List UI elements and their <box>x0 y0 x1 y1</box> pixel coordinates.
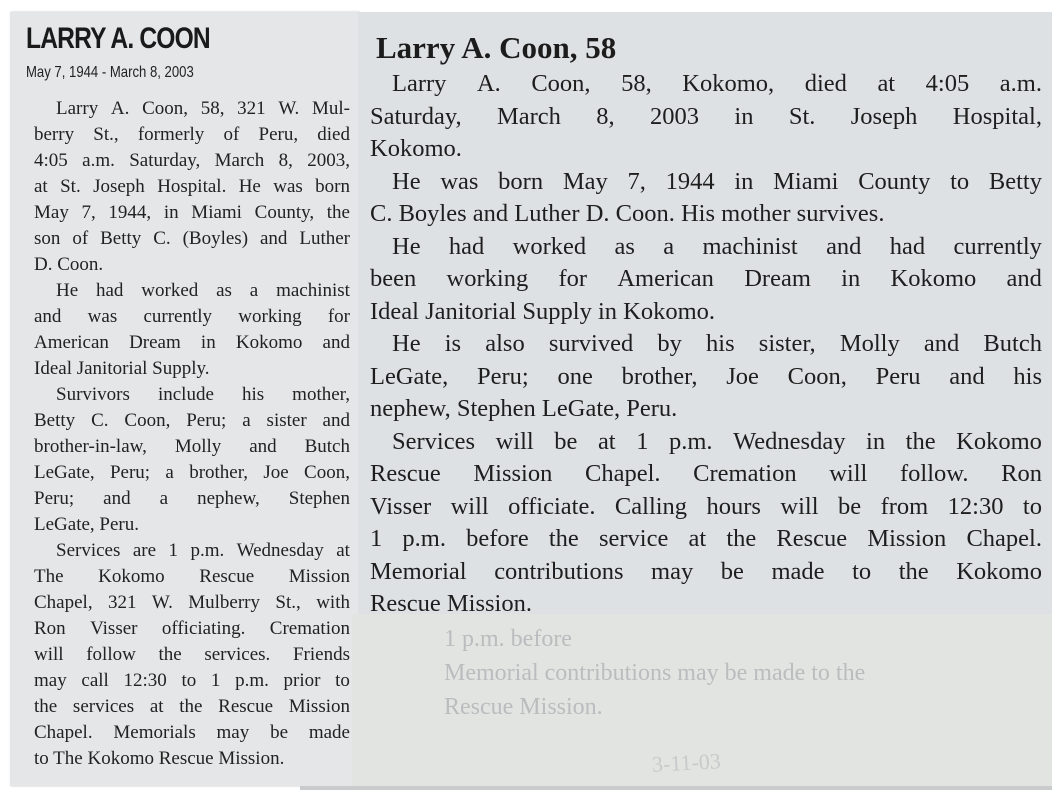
bleed-through-area <box>352 614 1052 790</box>
right-body-text <box>370 68 1042 614</box>
left-text-line: 4:05 a.m. Saturday, March 8, 2003, <box>34 150 350 171</box>
right-text-line: Larry A. Coon, 58, Kokomo, died at 4:05 a.m. <box>392 70 1042 97</box>
right-text-line: He had worked as a machinist and had currently <box>392 232 1042 260</box>
left-text-line: The Kokomo Rescue Mission <box>34 566 350 587</box>
bleed-through-text <box>444 622 865 724</box>
right-text-line: nephew, Stephen LeGate, Peru. <box>370 395 678 422</box>
left-text-line: the services at the Rescue Mission <box>34 696 350 717</box>
left-text-line: Ideal Janitorial Supply. <box>34 358 210 379</box>
right-text-line: 1 p.m. before the service at the Rescue Mission Chapel. <box>370 525 1042 552</box>
right-text-line: Rescue Mission. <box>370 590 532 614</box>
right-text-line: Kokomo. <box>370 135 462 162</box>
right-text-line: Ideal Janitorial Supply in Kokomo. <box>370 297 715 325</box>
right-obituary-clipping <box>358 12 1052 614</box>
right-text-line: Rescue Mission Chapel. Cremation will follow. Ron <box>370 460 1042 487</box>
left-text-line: and was currently working for <box>34 306 350 327</box>
right-headline: Larry A. Coon, 58 <box>376 30 617 65</box>
bleed-through-line: 1 p.m. before <box>444 626 572 652</box>
bleed-through-line: Rescue Mission. <box>444 694 603 720</box>
left-text-line: D. Coon. <box>34 254 104 275</box>
right-text-line: been working for American Dream in Kokomo and <box>370 265 1042 292</box>
right-text-line: Services will be at 1 p.m. Wednesday in the Kokomo <box>392 427 1042 455</box>
left-text-line: will follow the services. Friends <box>34 644 350 665</box>
left-text-line: American Dream in Kokomo and <box>34 332 350 353</box>
left-text-line: son of Betty C. (Boyles) and Luther <box>34 228 350 249</box>
right-text-line: Visser will officiate. Calling hours will be from 12:30 to <box>370 492 1042 520</box>
left-text-line: Peru; and a nephew, Stephen <box>34 488 350 509</box>
left-headline: LARRY A. COON <box>26 22 210 55</box>
left-text-line: LeGate, Peru; a brother, Joe Coon, <box>34 462 350 483</box>
left-body-text <box>34 96 350 772</box>
left-text-line: Larry A. Coon, 58, 321 W. Mul- <box>56 98 350 119</box>
right-text-line: Memorial contributions may be made to the Kokomo <box>370 557 1042 585</box>
left-obituary-clipping <box>10 12 359 786</box>
clipping-shadow <box>300 786 1052 790</box>
right-text-line: Saturday, March 8, 2003 in St. Joseph Hospital, <box>370 102 1042 130</box>
left-text-line: may call 12:30 to 1 p.m. prior to <box>34 670 350 691</box>
left-text-line: brother-in-law, Molly and Butch <box>34 436 350 457</box>
left-text-line: Ron Visser officiating. Cremation <box>34 618 350 639</box>
left-text-line: Betty C. Coon, Peru; a sister and <box>34 410 350 431</box>
left-text-line: at St. Joseph Hospital. He was born <box>34 176 350 197</box>
right-text-line: C. Boyles and Luther D. Coon. His mother survives. <box>370 200 885 227</box>
right-text-line: LeGate, Peru; one brother, Joe Coon, Peru and his <box>370 362 1042 390</box>
left-text-line: May 7, 1944, in Miami County, the <box>34 202 350 223</box>
left-text-line: He had worked as a machinist <box>56 280 350 301</box>
left-text-line: Chapel, 321 W. Mulberry St., with <box>34 592 350 613</box>
left-text-line: Survivors include his mother, <box>56 384 350 405</box>
left-text-line: to The Kokomo Rescue Mission. <box>34 748 285 769</box>
handwritten-date: 3-11-03 <box>651 748 722 777</box>
bleed-through-line: Memorial contributions may be made to the <box>444 660 866 686</box>
left-text-line: berry St., formerly of Peru, died <box>34 124 350 145</box>
left-text-line: LeGate, Peru. <box>34 514 139 535</box>
right-text-line: He is also survived by his sister, Molly and Butch <box>392 330 1042 357</box>
left-dates: May 7, 1944 - March 8, 2003 <box>26 64 194 81</box>
right-text-line: He was born May 7, 1944 in Miami County to Betty <box>392 167 1042 195</box>
left-text-line: Chapel. Memorials may be made <box>34 722 350 743</box>
left-text-line: Services are 1 p.m. Wednesday at <box>56 540 350 561</box>
